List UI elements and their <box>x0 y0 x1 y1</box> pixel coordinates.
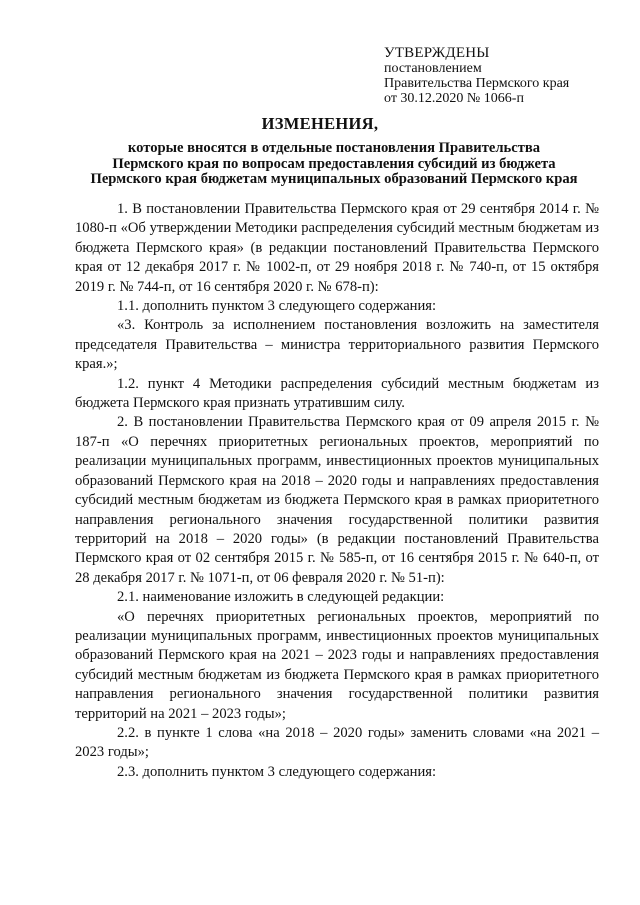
document-subtitle <box>60 141 608 188</box>
subtitle-line: Пермского края бюджетам муниципальных образований Пермского края <box>90 171 578 187</box>
paragraph: 2.2. в пункте 1 слова «на 2018 – 2020 годы» заменить словами «на 2021 – 2023 годы»; <box>75 724 599 761</box>
document-title: ИЗМЕНЕНИЯ, <box>261 114 379 133</box>
approval-stamp <box>384 46 624 106</box>
approval-title: УТВЕРЖДЕНЫ <box>384 45 490 61</box>
paragraph: 2.1. наименование изложить в следующей редакции: <box>117 589 445 606</box>
approval-line: от 30.12.2020 № 1066-п <box>384 91 524 106</box>
paragraph: «О перечнях приоритетных региональных проектов, мероприятий по реализации муниципальных программ, инвестиционных проектов муниципальных образований Пермского края на 2021 – 2023 годы и направлениях предоставления субсидий местным бюджетам из бюджета Пермского края в рамках приоритетного направления регионального значения государственной политики развития территорий на 2021 – 2023 годы»; <box>75 608 599 722</box>
paragraph: 1.2. пункт 4 Методики распределения субсидий местным бюджетам из бюджета Пермского края признать утратившим силу. <box>75 375 599 412</box>
paragraph: 1. В постановлении Правительства Пермского края от 29 сентября 2014 г. № 1080-п «Об утверждении Методики распределения субсидий местным бюджетам из бюджета Пермского края» (в редакции постановлений Правительства Пермского края от 12 декабря 2017 г. № 1002-п, от 29 ноября 2018 г. № 740-п, от 15 октября 2019 г. № 744-п, от 16 сентября 2020 г. № 678-п): <box>75 201 599 295</box>
approval-line: Правительства Пермского края <box>384 76 570 91</box>
document-body <box>75 200 599 782</box>
paragraph: «3. Контроль за исполнением постановления возложить на заместителя председателя Правительства – министра территориального развития Пермского края.»; <box>75 317 599 373</box>
approval-line: постановлением <box>384 61 482 76</box>
paragraph: 2.3. дополнить пунктом 3 следующего содержания: <box>117 763 437 780</box>
paragraph: 2. В постановлении Правительства Пермского края от 09 апреля 2015 г. № 187-п «О перечнях приоритетных региональных проектов, мероприятий по реализации муниципальных программ, инвестиционных проектов муниципальных образований Пермского края на 2018 – 2020 годы и направлениях предоставления субсидий местным бюджетам из бюджета Пермского края в рамках приоритетного направления регионального значения государственной политики развития территорий на 2018 – 2020 годы» (в редакции постановлений Правительства Пермского края от 02 сентября 2015 г. № 585-п, от 16 сентября 2015 г. № 640-п, от 28 декабря 2017 г. № 1071-п, от 06 февраля 2020 г. № 51-п): <box>75 414 599 586</box>
subtitle-line: которые вносятся в отдельные постановления Правительства <box>127 140 541 156</box>
subtitle-line: Пермского края по вопросам предоставления субсидий из бюджета <box>112 155 556 172</box>
paragraph: 1.1. дополнить пунктом 3 следующего содержания: <box>117 298 437 315</box>
